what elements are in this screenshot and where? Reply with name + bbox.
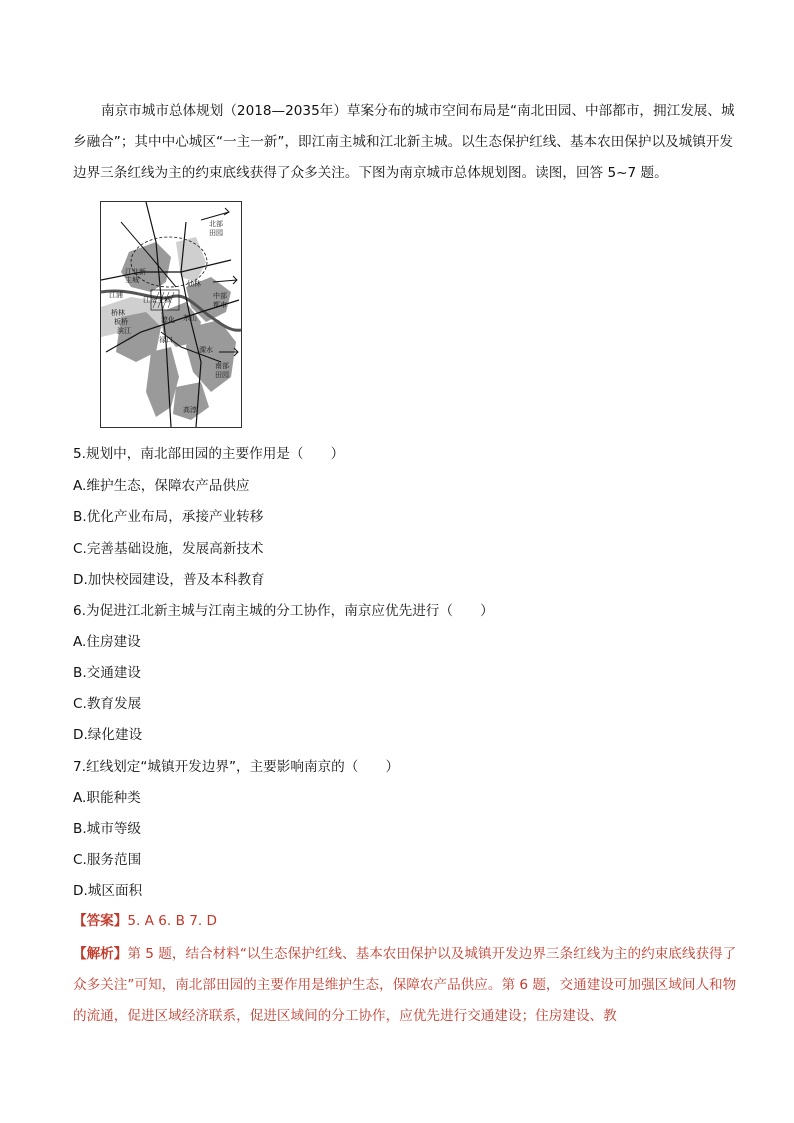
answer-line [73, 912, 217, 930]
question-5-option-b: B.优化产业布局，承接产业转移 [73, 509, 264, 525]
label-xianlin: 仙林 [187, 280, 201, 288]
nanjing-planning-map [100, 201, 242, 428]
label-gaochun: 高淳 [183, 406, 197, 414]
label-jiangbei-a: 江北新 [125, 268, 146, 276]
label-jiangnan: 江南主城 [143, 296, 171, 304]
label-central-a: 中部 [213, 292, 227, 300]
analysis-text: 第 5 题，结合材料“以生态保护红线、基本农田保护以及城镇开发边界三条红线为主的约束底线获得了众多关注”可知，南北部田园的主要作用是维护生态，保障农产品供应。第 6 题，交通建设可加强区域间人和物的流通，促进区域经济联系，促进区域间的分工协作，应优先进行交通建设；住房建设、教 [73, 946, 737, 1024]
map-region-land [121, 242, 171, 292]
question-6-option-d: D.绿化建设 [73, 727, 143, 743]
question-5-stem: 5.规划中，南北部田园的主要作用是（ ） [73, 446, 345, 462]
label-shuiyang: 溧水 [199, 346, 213, 354]
answer-text: 5. A 6. B 7. D [127, 913, 217, 929]
map-region-land [173, 382, 209, 420]
question-7-stem: 7.红线划定“城镇开发边界”，主要影响南京的（ ） [73, 759, 400, 775]
label-south-a: 南部 [215, 362, 229, 370]
intro-paragraph: 南京市城市总体规划（2018—2035年）草案分布的城市空间布局是“南北田园、中部都市，拥江发展、城乡融合”；其中中心城区“一主一新”，即江南主城和江北新主城。以生态保护红线、基本农田保护以及城镇开发边界三条红线为主的约束底线获得了众多关注。下图为南京城市总体规划图。读图，回答 5~7 题。 [73, 103, 735, 181]
label-dongshan: 东山 [183, 314, 197, 322]
analysis-paragraph [73, 939, 745, 1032]
question-5-option-a: A.维护生态，保障农产品供应 [73, 478, 250, 494]
label-binjiang: 滨江 [117, 327, 131, 335]
label-jiangbei-b: 主城 [125, 276, 139, 284]
question-5-option-c: C.完善基础设施，发展高新技术 [73, 541, 264, 557]
label-north-a: 北部 [209, 220, 223, 228]
label-jiangpu: 江浦 [109, 291, 123, 299]
question-7-option-b: B.城市等级 [73, 821, 142, 837]
label-qiaolin: 桥林 [111, 309, 125, 317]
label-central-b: 都市 [213, 301, 227, 309]
question-7-option-c: C.服务范围 [73, 852, 142, 868]
question-6-stem: 6.为促进江北新主城与江南主城的分工协作，南京应优先进行（ ） [73, 603, 494, 619]
label-banqiao: 板桥 [114, 318, 128, 326]
answer-tag: 【答案】 [73, 913, 128, 929]
label-chunhua: 淳化 [161, 316, 175, 324]
map-region-light [176, 237, 206, 282]
analysis-tag: 【解析】 [73, 946, 128, 962]
question-7-option-a: A.职能种类 [73, 790, 141, 806]
question-7-option-d: D.城区面积 [73, 883, 143, 899]
question-6-option-b: B.交通建设 [73, 665, 142, 681]
map-graphic [101, 202, 241, 427]
question-5-option-d: D.加快校园建设，普及本科教育 [73, 572, 265, 588]
label-south-b: 田园 [215, 371, 229, 379]
label-north-b: 田园 [209, 229, 223, 237]
question-6-option-c: C.教育发展 [73, 696, 142, 712]
arrow-icon [201, 208, 229, 220]
question-6-option-a: A.住房建设 [73, 634, 141, 650]
label-lukou: 禄口 [159, 336, 173, 344]
